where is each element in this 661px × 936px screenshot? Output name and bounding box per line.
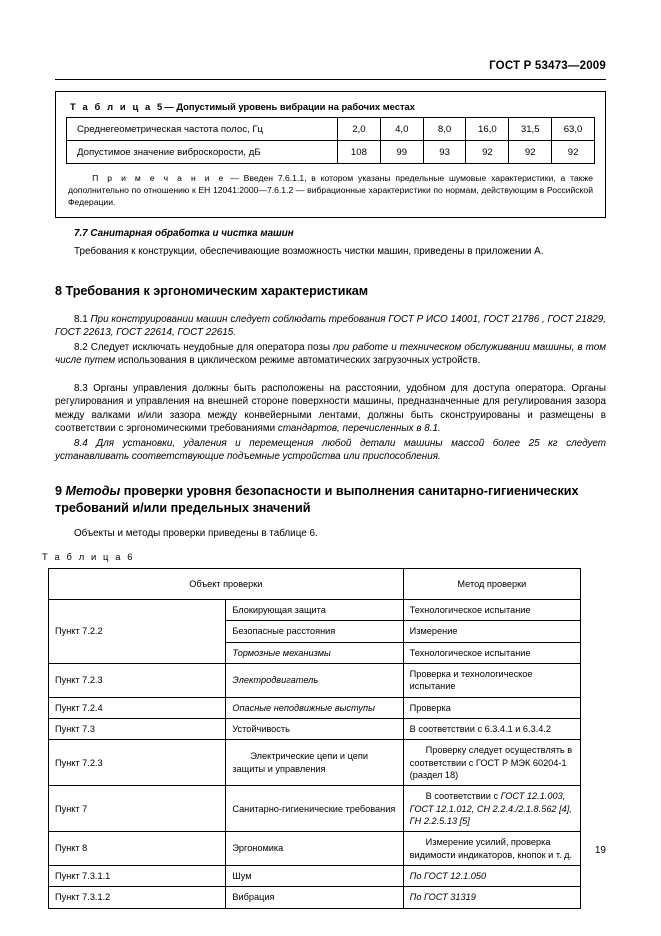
table6-method: Измерение bbox=[403, 621, 580, 642]
table6-object bbox=[226, 740, 403, 786]
table5 bbox=[66, 117, 595, 164]
table5-row0-val0: 2,0 bbox=[338, 118, 381, 141]
table6-method bbox=[403, 740, 580, 786]
table6-object: Эргономика bbox=[226, 832, 403, 866]
table6-object: Электродвигатель bbox=[226, 663, 403, 697]
table5-note bbox=[66, 173, 595, 209]
table5-row1-val0: 108 bbox=[338, 141, 381, 164]
table6-punkt: Пункт 7.2.4 bbox=[49, 697, 226, 718]
table6 bbox=[48, 568, 581, 909]
table5-caption-text: — Допустимый уровень вибрации на рабочих местах bbox=[164, 101, 415, 112]
table5-row1-val3: 92 bbox=[466, 141, 509, 164]
paragraph-8-4-number: 8.4 bbox=[74, 438, 88, 449]
table-row bbox=[49, 786, 581, 832]
table6-object: Санитарно-гигиенические требования bbox=[226, 786, 403, 832]
table5-row1-val1: 99 bbox=[380, 141, 423, 164]
table-row bbox=[67, 118, 595, 141]
paragraph-8-2 bbox=[55, 341, 606, 368]
table5-row0-val4: 31,5 bbox=[509, 118, 552, 141]
table-row bbox=[49, 600, 581, 621]
table5-note-text: — Введен 7.6.1.1, в котором указаны предельные шумовые характеристики, а также дополнительно по отношению к ЕН 12041:2000—7.6.1.2 — вибрационные характеристики по нормам, действующим в Российской Федерации. bbox=[68, 173, 593, 207]
table5-row1-val5: 92 bbox=[552, 141, 595, 164]
section-7-7-body: Требования к конструкции, обеспечивающие возможность чистки машин, приведены в приложении А. bbox=[74, 246, 544, 257]
table-row bbox=[67, 141, 595, 164]
paragraph-8-2-text-italic: при работе и техническом обслуживании машины, в том числе путем bbox=[55, 342, 606, 367]
table5-row1-val2: 93 bbox=[423, 141, 466, 164]
table5-row0-val1: 4,0 bbox=[380, 118, 423, 141]
table6-object: Устойчивость bbox=[226, 718, 403, 739]
table6-caption: Т а б л и ц а 6 bbox=[42, 551, 135, 562]
table6-punkt: Пункт 7.3.1.2 bbox=[49, 887, 226, 908]
paragraph-8-3-number: 8.3 bbox=[74, 383, 88, 394]
table6-punkt: Пункт 7.2.2 bbox=[49, 600, 226, 664]
table-row bbox=[49, 663, 581, 697]
table5-caption bbox=[70, 101, 595, 112]
table6-object: Блокирующая защита bbox=[226, 600, 403, 621]
paragraph-8-2-text-b: использования в циклическом режиме автоматических загрузочных устройств. bbox=[115, 355, 481, 367]
header-rule bbox=[55, 79, 606, 80]
table6-object: Тормозные механизмы bbox=[226, 642, 403, 663]
paragraph-8-1-number: 8.1 bbox=[74, 314, 88, 325]
table6-punkt: Пункт 7.3 bbox=[49, 718, 226, 739]
table6-punkt: Пункт 8 bbox=[49, 832, 226, 866]
table5-container bbox=[55, 91, 606, 218]
table6-header-object: Объект проверки bbox=[49, 569, 404, 600]
paragraph-8-2-text-a: Следует исключать неудобные для оператора позы bbox=[90, 342, 333, 353]
table6-object: Опасные неподвижные выступы bbox=[226, 697, 403, 718]
section-9-heading-rest: проверки уровня безопасности и выполнения санитарно-гигиенических требований и/или предельных значений bbox=[55, 484, 579, 515]
table6-object-text: Электрические цепи и цепи защиты и управления bbox=[232, 751, 368, 774]
paragraph-8-1 bbox=[55, 313, 606, 340]
table6-punkt: Пункт 7 bbox=[49, 786, 226, 832]
section-9-heading bbox=[55, 483, 595, 516]
table6-method bbox=[403, 786, 580, 832]
table-row bbox=[49, 718, 581, 739]
table-row bbox=[49, 740, 581, 786]
section-8-heading: 8 Требования к эргономическим характеристикам bbox=[55, 284, 369, 298]
table6-method: По ГОСТ 12.1.050 bbox=[403, 865, 580, 886]
table6-punkt: Пункт 7.2.3 bbox=[49, 740, 226, 786]
page-number: 19 bbox=[594, 845, 606, 856]
table6-method-text: Проверку следует осуществлять в соответствии с ГОСТ Р МЭК 60204-1 (раздел 18) bbox=[409, 745, 573, 780]
table6-method-italic: ГОСТ 12.1.003, ГОСТ 12.1.012, СН 2.2.4./2.1.8.562 [4], ГН 2.2.5.13 [5] bbox=[409, 791, 572, 826]
paragraph-8-3 bbox=[55, 382, 606, 435]
table6-method: Технологическое испытание bbox=[403, 600, 580, 621]
table6-method-prefix: В соответствии с bbox=[425, 791, 501, 802]
section-7-7-heading: 7.7 Санитарная обработка и чистка машин bbox=[74, 228, 294, 239]
table6-object: Шум bbox=[226, 865, 403, 886]
table6-header-row bbox=[49, 569, 581, 600]
paragraph-8-2-number: 8.2 bbox=[74, 342, 88, 353]
paragraph-8-3-text-italic: стандартов, перечисленных в 8.1. bbox=[277, 422, 441, 434]
paragraph-8-4-text: Для установки, удаления и перемещения любой детали машины массой более 25 кг следует устанавливать соответствующие подъемные устройства или приспособления. bbox=[55, 438, 606, 463]
table6-object: Вибрация bbox=[226, 887, 403, 908]
table6-punkt: Пункт 7.3.1.1 bbox=[49, 865, 226, 886]
section-9-heading-italic: Методы bbox=[65, 484, 121, 498]
table5-caption-label: Т а б л и ц а 5 bbox=[70, 101, 165, 112]
table6-method: Проверка bbox=[403, 697, 580, 718]
table-row bbox=[49, 865, 581, 886]
paragraph-8-3-text-a: Органы управления должны быть расположены на расстоянии, удобном для доступа оператора. Органы регулирования и управления на внешней стороне поверхности машины, предназначенные для регулирования зазора между валками и/или зазора между конвейерными лентами, должны быть сконструированы и размещены в соответствии с эргономическими требованиями bbox=[55, 383, 606, 434]
table5-row1-val4: 92 bbox=[509, 141, 552, 164]
table5-row1-label: Допустимое значение виброскорости, дБ bbox=[67, 141, 338, 164]
section-9-number: 9 bbox=[55, 484, 63, 498]
table6-header-method: Метод проверки bbox=[403, 569, 580, 600]
table5-row0-val2: 8,0 bbox=[423, 118, 466, 141]
table6-method-text bbox=[410, 790, 574, 827]
table6-method: По ГОСТ 31319 bbox=[403, 887, 580, 908]
table5-row0-val5: 63,0 bbox=[552, 118, 595, 141]
standard-header: ГОСТ Р 53473—2009 bbox=[489, 60, 606, 72]
paragraph-8-1-text: При конструировании машин следует соблюдать требования ГОСТ Р ИСО 14001, ГОСТ 21786 , ГОСТ 21829, ГОСТ 22613, ГОСТ 22614, ГОСТ 22615. bbox=[55, 314, 607, 339]
section-9-body: Объекты и методы проверки приведены в таблице 6. bbox=[74, 528, 318, 539]
table6-method: В соответствии с 6.3.4.1 и 6.3.4.2 bbox=[403, 718, 580, 739]
table6-punkt: Пункт 7.2.3 bbox=[49, 663, 226, 697]
paragraph-8-4 bbox=[55, 437, 606, 464]
table6-method-text: Измерение усилий, проверка видимости индикаторов, кнопок и т. д. bbox=[409, 837, 573, 860]
table-row bbox=[49, 887, 581, 908]
table5-row0-label: Среднегеометрическая частота полос, Гц bbox=[67, 118, 338, 141]
table5-row0-val3: 16,0 bbox=[466, 118, 509, 141]
table5-note-label: П р и м е ч а н и е bbox=[92, 173, 226, 183]
table-row bbox=[49, 697, 581, 718]
table6-method: Технологическое испытание bbox=[403, 642, 580, 663]
table6-object: Безопасные расстояния bbox=[226, 621, 403, 642]
table6-method: Проверка и технологическое испытание bbox=[403, 663, 580, 697]
